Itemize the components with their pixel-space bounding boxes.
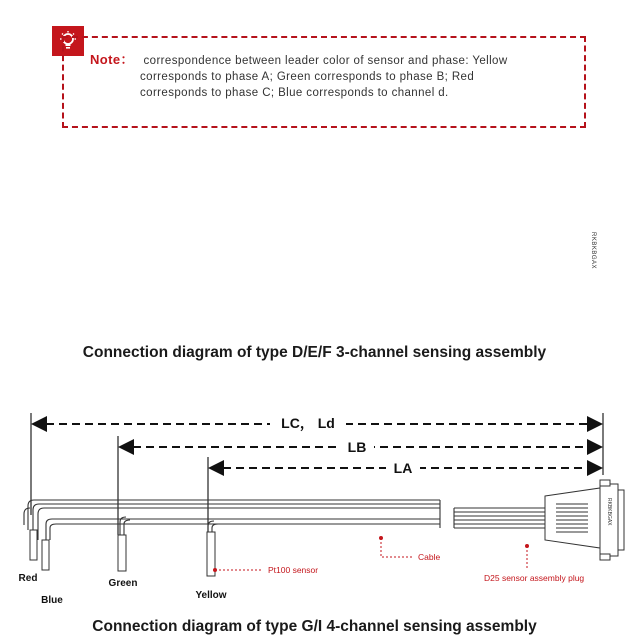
lead-label-blue: Blue <box>41 595 63 606</box>
lead-label-green: Green <box>108 578 138 589</box>
label-lb: LB <box>347 439 367 455</box>
note-line-3: corresponds to phase C; Blue corresponds to channel d. <box>140 87 449 99</box>
cable-bundle-right <box>454 508 545 528</box>
callout-plug: D25 sensor assembly plug <box>484 573 585 583</box>
callout-cable: Cable <box>418 552 441 562</box>
lead-label-yellow: Yellow <box>195 590 227 601</box>
d25-plug <box>545 480 624 560</box>
sensor-blue <box>42 540 49 570</box>
note-line-1: correspondence between leader color of sensor and phase: Yellow <box>143 55 508 67</box>
sensor-red <box>30 530 37 560</box>
diagram-title-top: Connection diagram of type D/E/F 3-channel sensing assembly <box>82 344 547 361</box>
callout-dot-cable <box>379 536 383 540</box>
label-la: LA <box>393 460 413 476</box>
callout-leaders <box>215 538 527 570</box>
note-text <box>90 52 560 101</box>
lead-label-red: Red <box>18 573 38 584</box>
cable-bundle <box>24 500 440 540</box>
sensor-green <box>118 535 126 571</box>
side-marking: RKBKBGAX <box>590 232 596 270</box>
diagram-title-bottom: Connection diagram of type G/I 4-channel sensing assembly <box>92 618 537 635</box>
callout-pt100: Pt100 sensor <box>268 565 319 575</box>
plug-marking: RKBKBGAX <box>606 498 612 526</box>
note-label: Note： <box>90 52 134 67</box>
note-line-2: corresponds to phase A; Green corresponds to phase B; Red <box>140 71 475 83</box>
label-lc-ld: LC， Ld <box>281 415 335 431</box>
callout-dot-plug <box>525 544 529 548</box>
callout-dot-pt100 <box>213 568 217 572</box>
connection-diagram <box>0 400 641 615</box>
